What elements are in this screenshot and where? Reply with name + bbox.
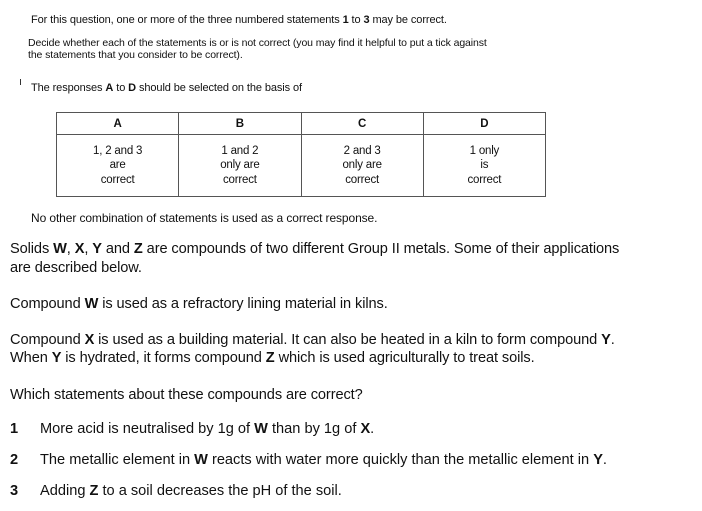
option-ref: D: [128, 82, 137, 94]
question-text: is hydrated, it forms compound: [61, 350, 266, 366]
compound-label: W: [84, 296, 99, 312]
question-prompt: Which statements about these compounds are correct?: [10, 387, 363, 403]
compound-label: Z: [133, 241, 143, 257]
statement-fragment: to a soil decreases the pH of the soil.: [98, 483, 342, 499]
compound-label: Y: [92, 241, 102, 257]
option-ref: A: [105, 82, 114, 94]
statement-number: 1: [10, 421, 19, 437]
table-header-cell: D: [423, 113, 545, 135]
response-note: No other combination of statements is used as a correct response.: [31, 211, 378, 225]
instruction-text: may be correct.: [369, 14, 447, 26]
question-text: ,: [66, 241, 75, 257]
cell-line: is: [480, 159, 489, 172]
cell-line: correct: [467, 173, 502, 186]
cell-line: correct: [345, 173, 379, 186]
cell-line: correct: [100, 173, 135, 186]
compound-label: X: [84, 332, 95, 348]
response-key-table: [56, 112, 546, 197]
cell-line: are: [109, 159, 126, 172]
table-row: [57, 135, 546, 197]
compound-label: W: [53, 241, 67, 257]
table-header-row: [57, 113, 546, 135]
table-header-cell: B: [179, 113, 301, 135]
compound-label: X: [74, 241, 85, 257]
statement-fragment: reacts with water more quickly than the metallic element in: [207, 452, 594, 468]
question-text: When: [10, 350, 52, 366]
statement-fragment: More acid is neutralised by 1g of: [40, 421, 255, 437]
instruction-line-1: [31, 14, 447, 26]
question-text: are compounds of two different Group II metals. Some of their applications: [142, 241, 620, 257]
compound-label: Y: [51, 350, 62, 366]
compound-label: W: [254, 421, 268, 437]
question-intro-line-1: [10, 241, 619, 257]
question-text: is used as a refractory lining material in kilns.: [98, 296, 388, 312]
instruction-line-4: [31, 82, 302, 94]
question-text: Compound: [10, 296, 85, 312]
statement-text: [40, 452, 607, 468]
statement-fragment: Adding: [40, 483, 90, 499]
statement-ref: 3: [363, 14, 370, 26]
question-text: .: [610, 332, 615, 348]
statement-number: 2: [10, 452, 19, 468]
question-text: Solids: [10, 241, 54, 257]
cell-line: correct: [223, 173, 257, 186]
table-header-cell: C: [301, 113, 423, 135]
compound-label: Y: [593, 452, 603, 468]
statement-fragment: The metallic element in: [40, 452, 195, 468]
margin-mark: [20, 79, 21, 85]
table-header-cell: A: [57, 113, 179, 135]
statement-fragment: .: [370, 421, 375, 437]
instruction-line-3: the statements that you consider to be correct).: [28, 49, 243, 61]
instruction-text: , one or more of the three numbered statements: [110, 14, 343, 26]
table-cell: [57, 135, 179, 197]
compound-label: Z: [265, 350, 275, 366]
cell-line: 1 only: [469, 144, 500, 157]
instruction-text: For this question: [31, 14, 111, 26]
cell-line: only are: [220, 159, 260, 172]
question-text: Compound: [10, 332, 85, 348]
question-text: is used as a building material. It can also be heated in a kiln to form compound: [94, 332, 602, 348]
statement-ref: 1: [342, 14, 349, 26]
question-text: ,: [84, 241, 93, 257]
question-paragraph-w: [10, 296, 388, 312]
cell-line: only are: [342, 159, 382, 172]
compound-label: W: [194, 452, 208, 468]
table-cell: [301, 135, 423, 197]
question-text: which is used agriculturally to treat soils.: [274, 350, 535, 366]
statement-fragment: .: [602, 452, 607, 468]
compound-label: Z: [89, 483, 99, 499]
compound-label: X: [360, 421, 371, 437]
instruction-line-2: Decide whether each of the statements is or is not correct (you may find it helpful to put a tick against: [28, 37, 487, 49]
cell-line: 1, 2 and 3: [93, 144, 143, 157]
table-cell: [423, 135, 545, 197]
cell-line: 1 and 2: [221, 144, 259, 157]
instruction-text: should be selected on the basis of: [136, 82, 302, 94]
compound-label: Y: [601, 332, 611, 348]
question-text: and: [101, 241, 134, 257]
statement-number: 3: [10, 483, 19, 499]
instruction-text: The responses: [31, 82, 106, 94]
table-cell: [179, 135, 301, 197]
statement-fragment: than by 1g of: [267, 421, 361, 437]
question-paragraph-x-line-1: [10, 332, 615, 348]
statement-text: [40, 421, 374, 437]
statement-text: [40, 483, 342, 499]
instruction-text: to: [113, 82, 129, 94]
question-paragraph-x-line-2: [10, 350, 535, 366]
question-intro-line-2: are described below.: [10, 260, 142, 276]
instruction-text: to: [348, 14, 364, 26]
cell-line: 2 and 3: [343, 144, 381, 157]
